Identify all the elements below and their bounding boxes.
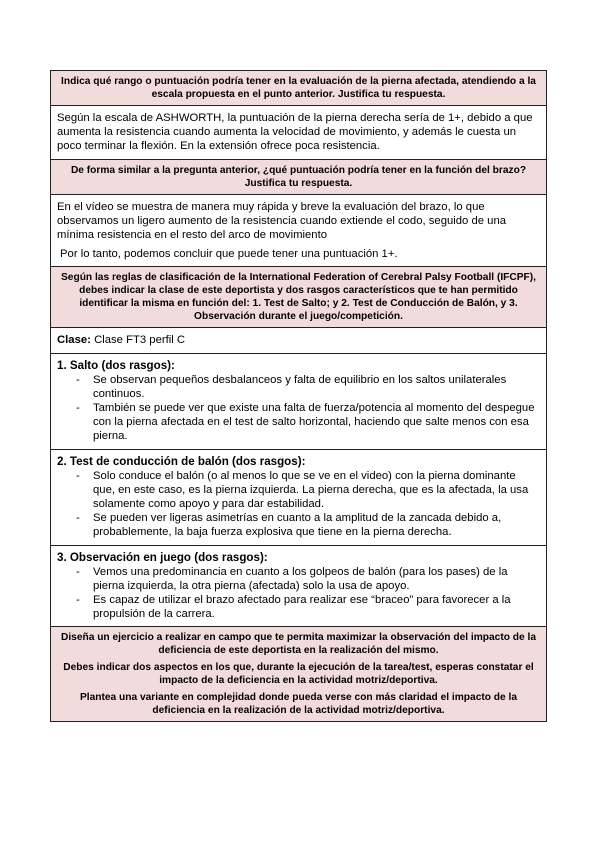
question-1-text: Indica qué rango o puntuación podría tener en la evaluación de la pierna afectada, atendiendo a la escala propuesta en el punto anterior. Justifica tu respuesta. bbox=[61, 76, 536, 100]
salto-title: 1. Salto (dos rasgos): bbox=[57, 358, 175, 372]
question-2-header bbox=[51, 160, 546, 195]
question-4-header bbox=[51, 627, 546, 721]
question-3-header bbox=[51, 267, 546, 328]
observacion-list bbox=[57, 565, 540, 622]
list-item: - Se observan pequeños desbalanceos y falta de equilibrio en los saltos unilaterales continuos. bbox=[93, 373, 540, 401]
list-item: - Solo conduce el balón (o al menos lo que se ve en el video) con la pierna dominante que, en este caso, es la pierna izquierda. La pierna derecha, que es la afectada, la usa solamente como apoyo y para dar estabilidad. bbox=[93, 469, 540, 512]
list-item: - También se puede ver que existe una falta de fuerza/potencia al momento del despegue con la pierna afectada en el test de salto horizontal, haciendo que salte menos con esa pierna. bbox=[93, 401, 540, 444]
conduccion-section bbox=[51, 450, 546, 546]
list-item: - Vemos una predominancia en cuanto a los golpeos de balón (para los pases) de la pierna izquierda, la otra pierna (afectada) solo la usa de apoyo. bbox=[93, 565, 540, 593]
salto-section bbox=[51, 354, 546, 450]
list-item: - Es capaz de utilizar el brazo afectado para realizar ese “braceo” para favorecer a la propulsión de la carrera. bbox=[93, 593, 540, 621]
list-item: - Se pueden ver ligeras asimetrías en cuanto a la amplitud de la zancada debido a, probablemente, la baja fuerza explosiva que tiene en la pierna derecha. bbox=[93, 511, 540, 539]
answer-1-cell bbox=[51, 106, 546, 160]
clase-value: Clase FT3 perfil C bbox=[94, 334, 186, 347]
conduccion-list bbox=[57, 469, 540, 540]
questionnaire-table bbox=[50, 70, 547, 722]
question-2-text: De forma similar a la pregunta anterior, ¿qué puntuación podría tener en la función del brazo? Justifica tu respuesta. bbox=[70, 164, 527, 189]
question-4-paragraph-2: Debes indicar dos aspectos en los que, durante la ejecución de la tarea/test, esperas constatar el impacto de la deficiencia en la actividad motriz/deportiva. bbox=[63, 662, 534, 687]
question-4-paragraph-3: Plantea una variante en complejidad donde pueda verse con más claridad el impacto de la deficiencia en la realización de la actividad motriz/deportiva. bbox=[79, 692, 518, 717]
clase-cell bbox=[51, 328, 546, 353]
answer-1-text: Según la escala de ASHWORTH, la puntuación de la pierna derecha sería de 1+, debido a que aumenta la resistencia cuando aumenta la velocidad de movimiento, y además le cuesta un poco terminar la flexión. En la extensión ofrece poca resistencia. bbox=[57, 112, 533, 153]
question-4-paragraph-1: Diseña un ejercicio a realizar en campo que te permita maximizar la observación del impacto de la deficiencia de este deportista en la realización del mismo. bbox=[60, 632, 537, 657]
observacion-section bbox=[51, 546, 546, 628]
clase-label: Clase: bbox=[57, 334, 91, 347]
answer-2-paragraph-1: En el vídeo se muestra de manera muy rápida y breve la evaluación del brazo, lo que observamos un ligero aumento de la resistencia cuando extiende el codo, seguido de una mínima resistencia en el resto del arco de movimiento bbox=[57, 200, 507, 242]
answer-2-cell bbox=[51, 195, 546, 268]
answer-2-paragraph-2: Por lo tanto, podemos concluir que puede tener una puntuación 1+. bbox=[60, 248, 398, 261]
conduccion-title: 2. Test de conducción de balón (dos rasgos): bbox=[57, 454, 306, 468]
question-3-text: Según las reglas de clasificación de la International Federation of Cerebral Palsy Football (IFCPF), debes indicar la clase de este deportista y dos rasgos característicos que te han permitido identificar la misma en función del: 1. Test de Salto; y 2. Test de Conducción de Balón, y 3. Observación durante el juego/competición. bbox=[61, 272, 536, 323]
question-1-header bbox=[51, 71, 546, 106]
clase-line bbox=[57, 333, 540, 347]
observacion-title: 3. Observación en juego (dos rasgos): bbox=[57, 550, 268, 564]
salto-list bbox=[57, 373, 540, 444]
